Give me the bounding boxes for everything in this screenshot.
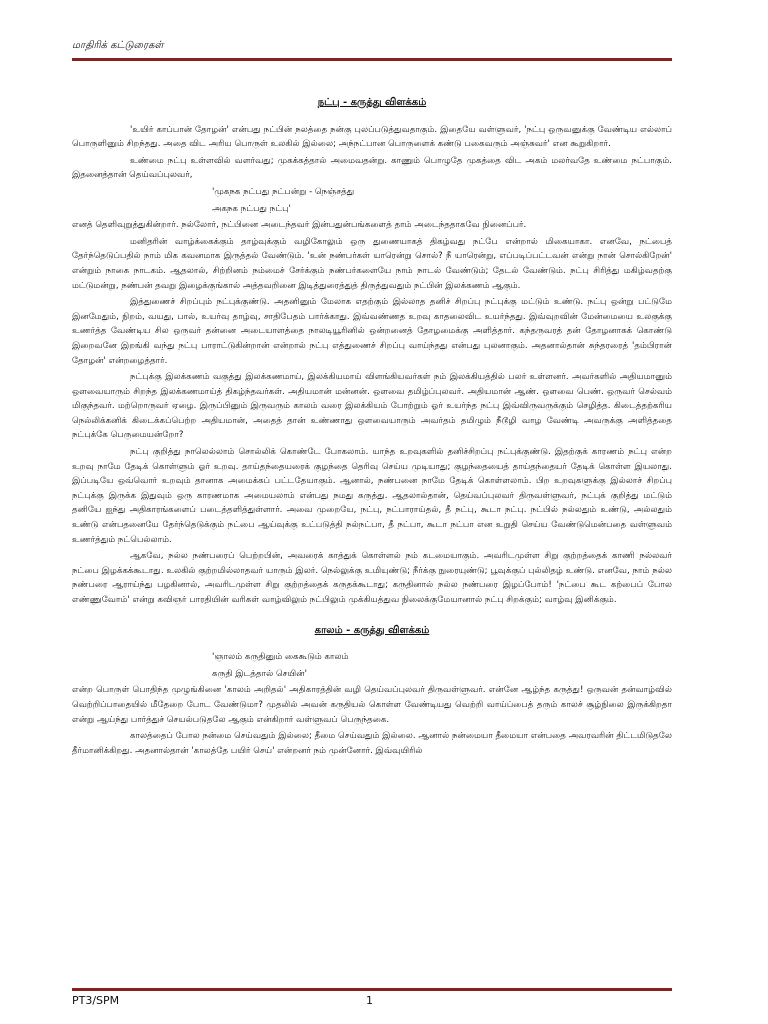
footer-rule [72, 988, 672, 991]
paragraph: ஆகவே, நல்ல நண்பரைப் பெற்றபின், அவரைக் காத்துக் கொள்ளல் நம் கடமையாகும். அவரிடமுள்ள சிறு குற்றத்தைக் காணி நல்லவர் நட்பை இழக்கக்கூடாது. உலகில் குற்றமில்லாதவர் யாரும் இலர். நெல்லுக்கு உமியுண்டு; நீர்க்கு நுரையுண்டு; பூவுக்குப் புல்லிதழ் உண்டு. எனவே, நாம் நல்ல நண்பரை ஆராய்ந்து பழகினால், அவரிடமுள்ள சிறு குற்றத்தைக் கருதக்கூடாது; கருதினால் நல்ல நண்பரை இழப்போம்! 'நட்பை கூட கற்பைப் போல எண்ணுவோம்' என்று கவிஞர் பாரதியின் வரிகள் வாழ்விலும் நட்பிலும் முக்கியத்துவ நிலைக்குமேயானால் நட்பு சிறக்கும்; வாழ்வு இனிக்கும். [72, 551, 672, 605]
paragraph: உண்மை நட்பு உள்ளவில் வளர்வது; முகக்கத்தால் அமைவதன்று. காணும் பொழுதே முகத்தை விட அகம் மலர்வதே உண்மை நட்பாகும். இதனைத்தான் தெய்வப்புலவர், [72, 155, 672, 181]
verse-line: 'முகநக நட்பது நட்பன்று - நெஞ்சத்து [212, 186, 355, 197]
paragraph: நட்பு குறித்து நாலெல்லாம் சொல்லிக் கொண்டே போகலாம். யாந்த உறவுகளில் தனிச்சிறப்பு நட்புக்குண்டு. இதற்குக் காரணம் நட்பு என்ற உறவு நாமே தேடிக் கொள்ளும் ஓர் உறவு. தாய்தந்தையரைக் குழந்தை தெரிவு செய்ய முடியாது; குழந்தையைத் தாய்தந்தையர் தேடிக் கொள்ள இயலாது. இப்படியே ஒவ்வொர் உறவும் தானாக அமைக்கப் பட்டதேயாகும். ஆனால், நண்பனை நாமே தேடிக் கொள்ளலாம். பிற உறவுகளுக்கு இல்லாச் சிறப்பு நட்புக்கு இருக்க இதுவும் ஒரு காரணமாக அமையலாம் என்பது நமது கருத்து. ஆதலால்தான், தெய்வப்புலவர் திருவள்ளுவர், நட்புக் குறித்து மட்டும் தனியே ஐந்து அதிகாரங்களைப் படைத்தளித்துள்ளார். அவை முறையே, நட்பு, நட்பாராய்தல், தீ நட்பு, கூடா நட்பு. நட்பில் நல்லதும் உண்டு, அல்லதும் உண்டு என்பதனையே தேர்ந்தெடுக்கும் நட்பை ஆய்வுக்கு உட்படுத்தி நல்நட்பா, தீ நட்பா, கூடா நட்பா என உறுதி செய்ய வேண்டுமென்பதை வள்ளுவம் உணர்த்தும் நட்பெல்லாம். [72, 447, 672, 545]
paragraph: காலத்தைப் போல நன்மை செய்வதும் இல்லை; தீமை செய்வதும் இல்லை. ஆனால் நன்மையா தீமையா என்பதை அவரவரின் திட்டமிடுதலே தீர்மானிக்கிறது. அதனால்தான் 'காலத்தே பயிர் செய்' என்றனர் நம் முன்னோர். இவ்வுயிரில் [72, 731, 672, 756]
page-header: மாதிரிக் கட்டுரைகள் [72, 40, 164, 51]
paragraph: இத்துணைச் சிறப்பும் நட்புக்குண்டு. அதனினும் மேலாக எதற்கும் இல்லாத தனிச் சிறப்பு நட்புக்கு மட்டும் உண்டு. நட்பு ஒன்று பட்டுமே இனமேதும், நிறம், வயது, பால், உயர்வு தாழ்வு, சாதிபேதம் பார்க்காது. இவ்வண்ணத உறவு காதலைவிட உயர்ந்தது. இவ்வுறவின் மேன்மையை உலகுக்கு உணர்த்த வேண்டிய சில ஒருவர் தன்னை அடையாளத்தை நாலடியூரினில் ஒன்றனைத் தோழமைக்கு அளித்தார். கந்தருவரத் தன் தோழனாகக் கொண்டு இறைவனே இறங்கி வந்து நட்பு பாராட்டுகின்றான் என்றால் நட்பு எத்துணைச் சிறப்பு வாய்ந்தது என்பது புலனாகும். அதனால்தான் சுந்தரரைத் 'தம்பிரான் தோழன்' என்றழைத்தார். [72, 297, 672, 366]
page-number: 1 [366, 994, 373, 1007]
document-body [72, 96, 672, 760]
paragraph: நட்புக்கு இலக்கணம் வகுத்து இலக்கணமாய், இலக்கியமாய் விளங்கியவர்கள் நம் இலக்கியத்தில் பலர் உள்ளனர். அவர்களில் அதியமானும் ஒளவையாரும் சிறந்த இலக்கணமாய்த் திகழ்ந்தவர்கள். அதியமான் மன்னன். ஒளவை தமிழ்ப்புலவர். அதியமான் ஆண். ஒளவை பெண். ஒருவர் செல்வம் மிகுந்தவர். மற்றொருவர் ஏழை. இருப்பினும் இருவரும் காலம் வரை இலக்கியம் போற்றும் ஓர் உயர்ந்த நட்பு இவ்விருவருக்கும் செழித்த. கிடைத்தற்கரிய நெல்லிக்கனிக் கிடைக்கப்பெற்ற அதியமான், அதைத் தான் உண்ணாது ஒளவையாரும் அவர்தம் தமிழும் நீடூழி வாழ வேண்டி அவருக்கு அளித்ததை நட்புக்கே பெருமையன்றோ? [72, 372, 672, 441]
verse-line: 'ஞாலம் கருதினும் கைகூடும் காலம் [212, 652, 349, 663]
footer-label: PT3/SPM [72, 994, 120, 1007]
section-title-time: காலம் - கருத்து விளக்கம் [314, 624, 430, 636]
verse-line: கருதி இடத்தால் செயின்' [212, 668, 307, 679]
paragraph: எனத் தெளிவுறுத்துகின்றார். நல்லோர், நட்பினை அடைந்தவர் இன்பதுன்பங்களைத் தாம் அடைந்ததாகவே நினைப்பர். [72, 220, 527, 231]
verse-line: அகநக நட்பது நட்பு' [212, 203, 291, 214]
section-spacer [72, 610, 672, 624]
section-title-friendship: நட்பு - கருத்து விளக்கம் [317, 97, 427, 108]
paragraph: என்ற பொருள் பொதிந்த முழுங்கினை 'காலம் அறிதல்' அதிகாரத்தின் வழி தெய்வப்புலவர் திருவள்ளுவர். என்னே ஆழ்ந்த கருத்து! ஒருவன் தன்வாழ்வில் வெற்றிப்பாதையில் மீதேறை போட வேண்டுமா? முதலில் அவன் கருதியல் கொள்ள வேண்டியது வெற்றி வாய்ப்பைத் தரும் காலச் சூழ்நிலை இருக்கிறதா என்று ஆய்ந்து பார்த்துச் செயல்படுதலே ஆகும் என்கிறார் வள்ளுவப் பெருந்தகை. [72, 685, 672, 725]
paragraph: மனிதரின் வாழ்க்கைக்கும் தாழ்வுக்கும் வழிகோலும் ஒரு துணையாகத் திகழ்வது நட்பே என்றால் மிகையாகா. எனவே, நட்பைத் தேர்ந்தெடுப்பதில் நாம் மிக கவனமாக இருத்தல் வேண்டும். 'உன் நண்பர்கள் யாரென்று சொல்? நீ யாரென்று, எப்படிப்பட்டவன் என்று நான் சொல்கிறேன்' என்றும் நாகை நாடகம். ஆதலால், சிற்றினம் நம்மைச் சேர்க்கும் நண்பர்களையே நாம் நாடல் வேண்டும்; தேடல் வேண்டும். நட்பு சிரித்து மகிழ்வதற்கு மட்டுமன்று, நண்பன் தவறு இழைக்குங்கால் அத்தவறினை இடித்துரைத்துத் திருத்துவதும் நட்பின் இலக்கணம் ஆகும். [72, 236, 672, 291]
header-rule [72, 58, 672, 61]
paragraph: 'உயிர் காப்பான் தோழன்' என்பது நட்பின் நலத்தை நன்கு புலப்படுத்துவதாகும். இதையே வள்ளுவர், 'நட்பு ஒருவனுக்கு வேண்டிய எல்லாப் பொருளினும் சிறந்தது. அதை விட அரிய பொருள் உலகில் இல்லை; அந்நட்பான பொருளைக் கண்டு பகைவரும் அஞ்சுவர்' என கூறுகிறார். [72, 124, 672, 150]
